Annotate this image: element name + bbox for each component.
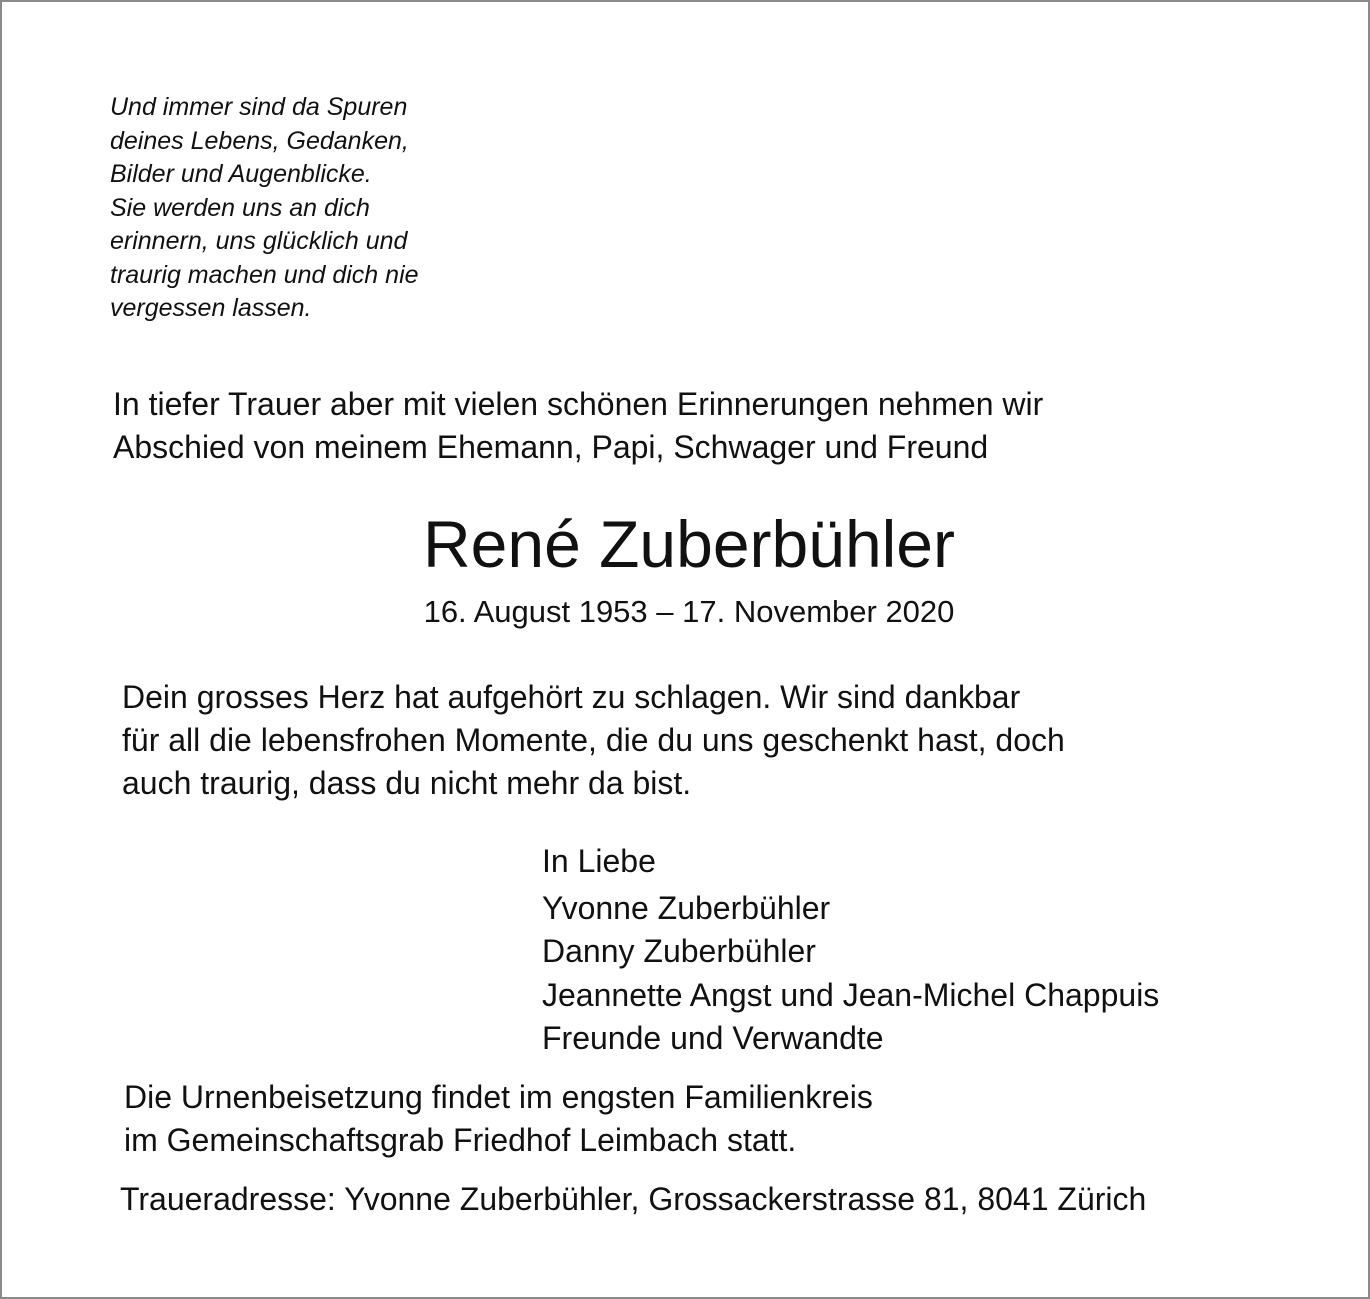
life-dates: 16. August 1953 – 17. November 2020 bbox=[423, 594, 955, 629]
poem-line: vergessen lassen. bbox=[110, 294, 312, 322]
mourners-list bbox=[542, 840, 1159, 1061]
mourner-name: Freunde und Verwandte bbox=[542, 1020, 884, 1056]
poem-line: deines Lebens, Gedanken, bbox=[110, 126, 409, 155]
burial-line: Die Urnenbeisetzung findet im engsten Familienkreis bbox=[124, 1079, 873, 1115]
poem-line: Sie werden uns an dich bbox=[110, 193, 370, 222]
message-line: für all die lebensfrohen Momente, die du uns geschenkt hast, doch bbox=[122, 722, 1065, 758]
mourner-name: Danny Zuberbühler bbox=[542, 933, 816, 969]
poem-line: Und immer sind da Spuren bbox=[110, 93, 408, 121]
deceased-name: René Zuberbühler bbox=[423, 507, 955, 581]
signoff-heading: In Liebe bbox=[542, 843, 656, 879]
intro-line: Abschied von meinem Ehemann, Papi, Schwager und Freund bbox=[113, 429, 989, 465]
burial-info bbox=[124, 1076, 873, 1162]
intro-text bbox=[113, 383, 1043, 469]
mourning-address: Traueradresse: Yvonne Zuberbühler, Grossackerstrasse 81, 8041 Zürich bbox=[120, 1181, 1147, 1217]
burial-line: im Gemeinschaftsgrab Friedhof Leimbach statt. bbox=[124, 1122, 797, 1158]
farewell-message bbox=[122, 676, 1065, 805]
message-line: Dein grosses Herz hat aufgehört zu schlagen. Wir sind dankbar bbox=[122, 679, 1021, 715]
message-line: auch traurig, dass du nicht mehr da bist. bbox=[122, 765, 692, 801]
memorial-poem bbox=[110, 91, 419, 326]
mourner-name: Yvonne Zuberbühler bbox=[542, 889, 831, 926]
mourner-name: Jeannette Angst und Jean-Michel Chappuis bbox=[542, 976, 1160, 1013]
poem-line: erinnern, uns glücklich und bbox=[110, 227, 408, 255]
poem-line: traurig machen und dich nie bbox=[110, 260, 419, 289]
intro-line: In tiefer Trauer aber mit vielen schönen Erinnerungen nehmen wir bbox=[113, 386, 1044, 422]
poem-line: Bilder und Augenblicke. bbox=[110, 160, 372, 188]
